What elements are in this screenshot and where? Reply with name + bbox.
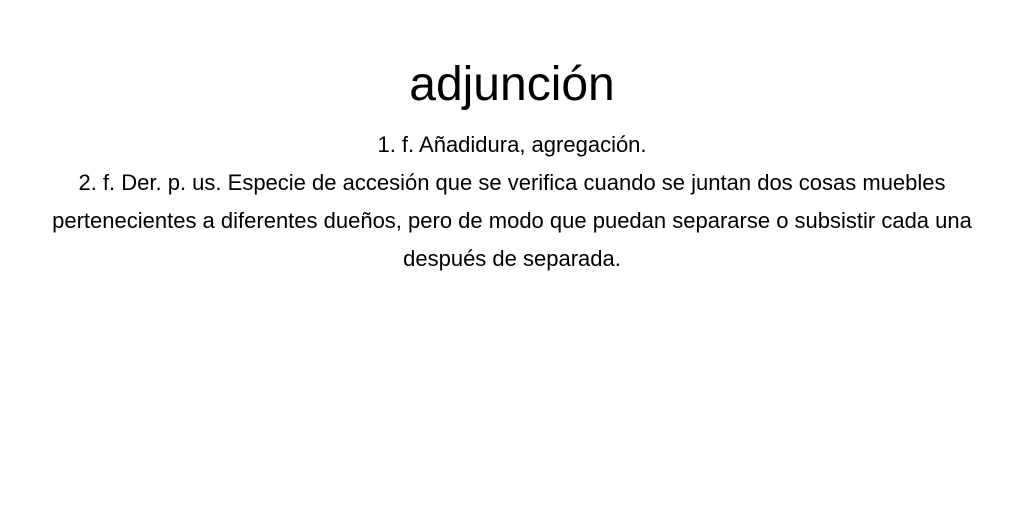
definition-2: 2. f. Der. p. us. Especie de accesión que se verifica cuando se juntan dos cosas muebles pertenecientes a diferentes dueños, pero de modo que puedan separarse o subsistir cada una después de separada. bbox=[52, 170, 972, 271]
headword: adjunción bbox=[409, 58, 615, 111]
definition-1: 1. f. Añadidura, agregación. bbox=[377, 132, 647, 157]
definition-list bbox=[30, 126, 994, 278]
